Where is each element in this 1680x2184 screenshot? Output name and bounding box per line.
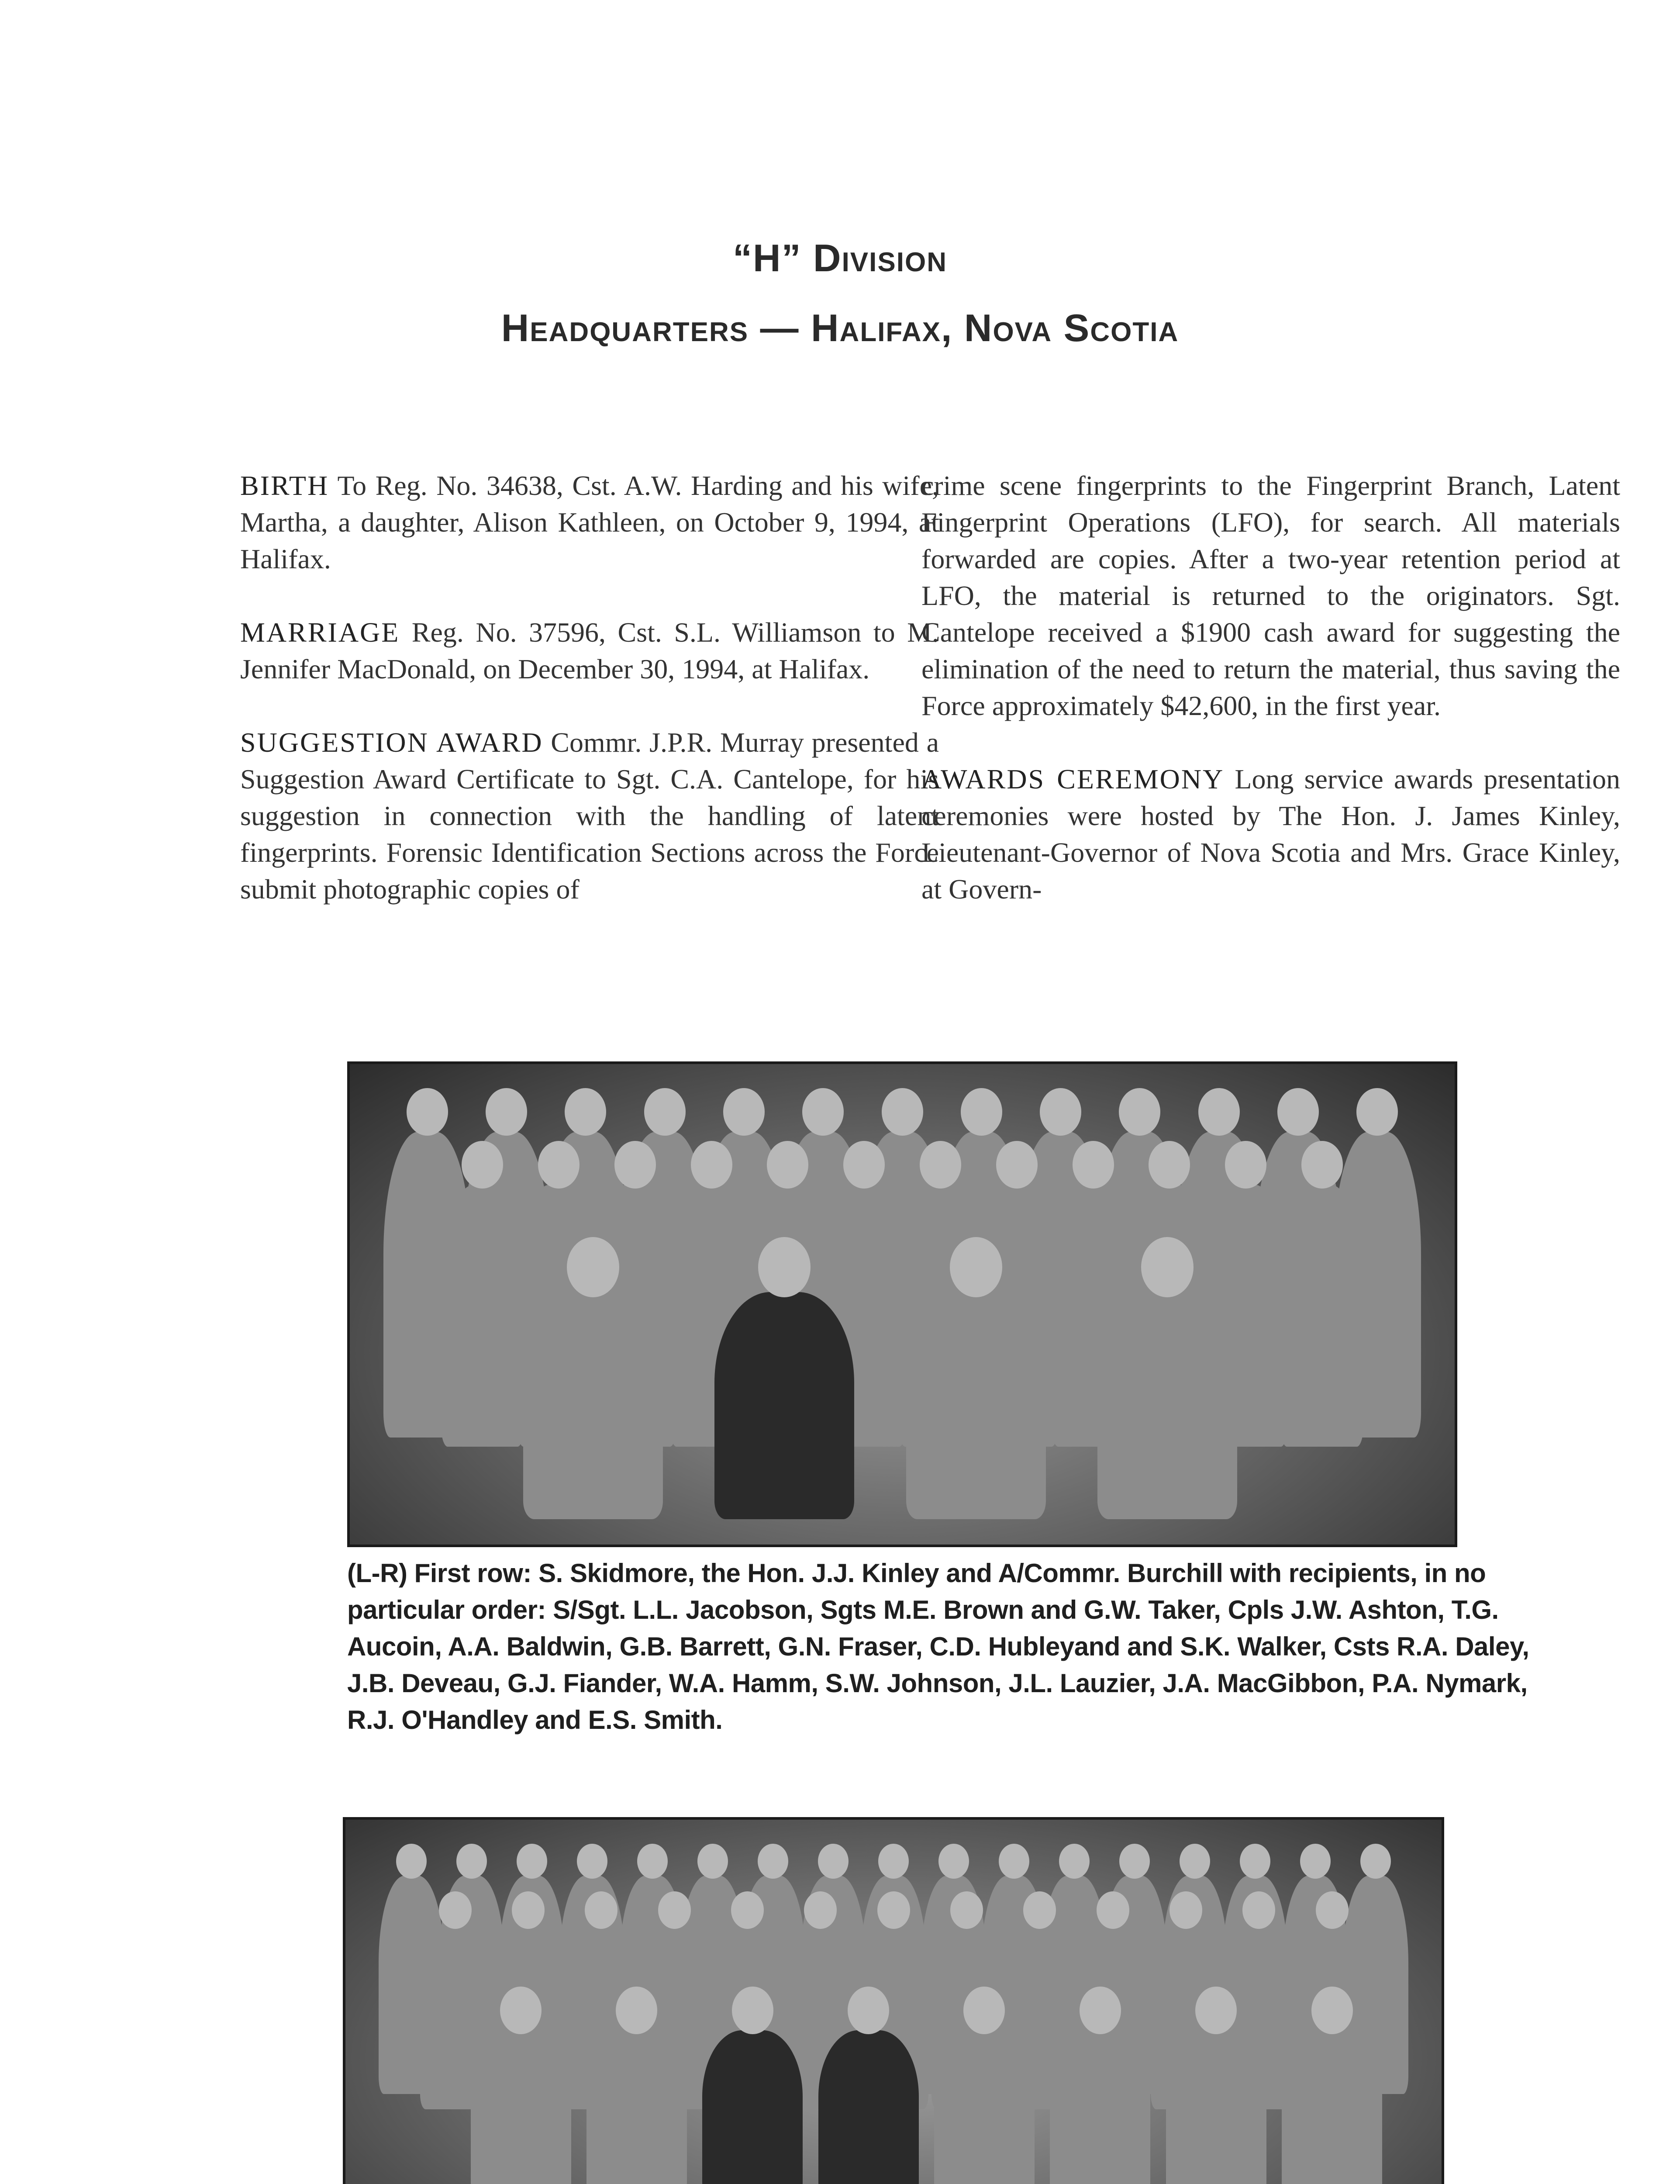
marriage-paragraph xyxy=(240,614,939,688)
birth-keyword: BIRTH xyxy=(240,470,329,501)
awards-text: Long service awards presentation ceremonies were hosted by The Hon. J. James Kinley, Lieutenant-Governor of Nova Scotia and Mrs. Grace Kinley, at Govern- xyxy=(921,764,1621,905)
suggestion-text: Commr. J.P.R. Murray presented a Suggestion Award Certificate to Sgt. C.A. Cantelope, for his suggestion in connection with the handling of latent fingerprints. Forensic Identification Sections across the Force submit photographic copies of xyxy=(240,727,939,905)
suggestion-keyword: SUGGESTION AWARD xyxy=(240,727,543,758)
suggestion-paragraph xyxy=(240,724,939,908)
group-photo-2 xyxy=(343,1817,1444,2184)
division-title: “H” Division xyxy=(733,236,947,280)
awards-keyword: AWARDS CEREMONY xyxy=(921,764,1225,795)
photo-1-caption: (L-R) First row: S. Skidmore, the Hon. J.J. Kinley and A/Commr. Burchill with recipients, in no particular order: S/Sgt. L.L. Jacobson, Sgts M.E. Brown and G.W. Taker, Cpls J.W. Ashton, T.G. Aucoin, A.A. Baldwin, G.B. Barrett, G.N. Fraser, C.D. Hubleyand and S.K. Walker, Csts R.A. Daley, J.B. Deveau, G.J. Fiander, W.A. Hamm, S.W. Johnson, J.L. Lauzier, J.A. MacGibbon, P.A. Nymark, R.J. O'Handley and E.S. Smith. xyxy=(347,1559,1529,1735)
marriage-keyword: MARRIAGE xyxy=(240,617,400,648)
left-column xyxy=(240,467,939,944)
birth-text: To Reg. No. 34638, Cst. A.W. Harding and his wife, Martha, a daughter, Alison Kathleen, on October 9, 1994, at Halifax. xyxy=(240,470,939,574)
suggestion-continued: crime scene fingerprints to the Fingerprint Branch, Latent Fingerprint Operations (LFO), for search. All materials forwarded are copies. After a two-year retention period at LFO, the material is returned to the originators. Sgt. Cantelope received a $1900 cash award for suggesting the elimination of the need to return the material, thus saving the Force approximately $42,600, in the first year. xyxy=(921,470,1620,721)
right-column xyxy=(921,467,1620,944)
awards-paragraph xyxy=(921,761,1620,908)
birth-paragraph xyxy=(240,467,939,577)
marriage-text: Reg. No. 37596, Cst. S.L. Williamson to M. Jennifer MacDonald, on December 30, 1994, at Halifax. xyxy=(240,617,939,684)
headquarters-title: Headquarters — Halifax, Nova Scotia xyxy=(501,306,1179,349)
group-photo-1 xyxy=(347,1061,1457,1547)
